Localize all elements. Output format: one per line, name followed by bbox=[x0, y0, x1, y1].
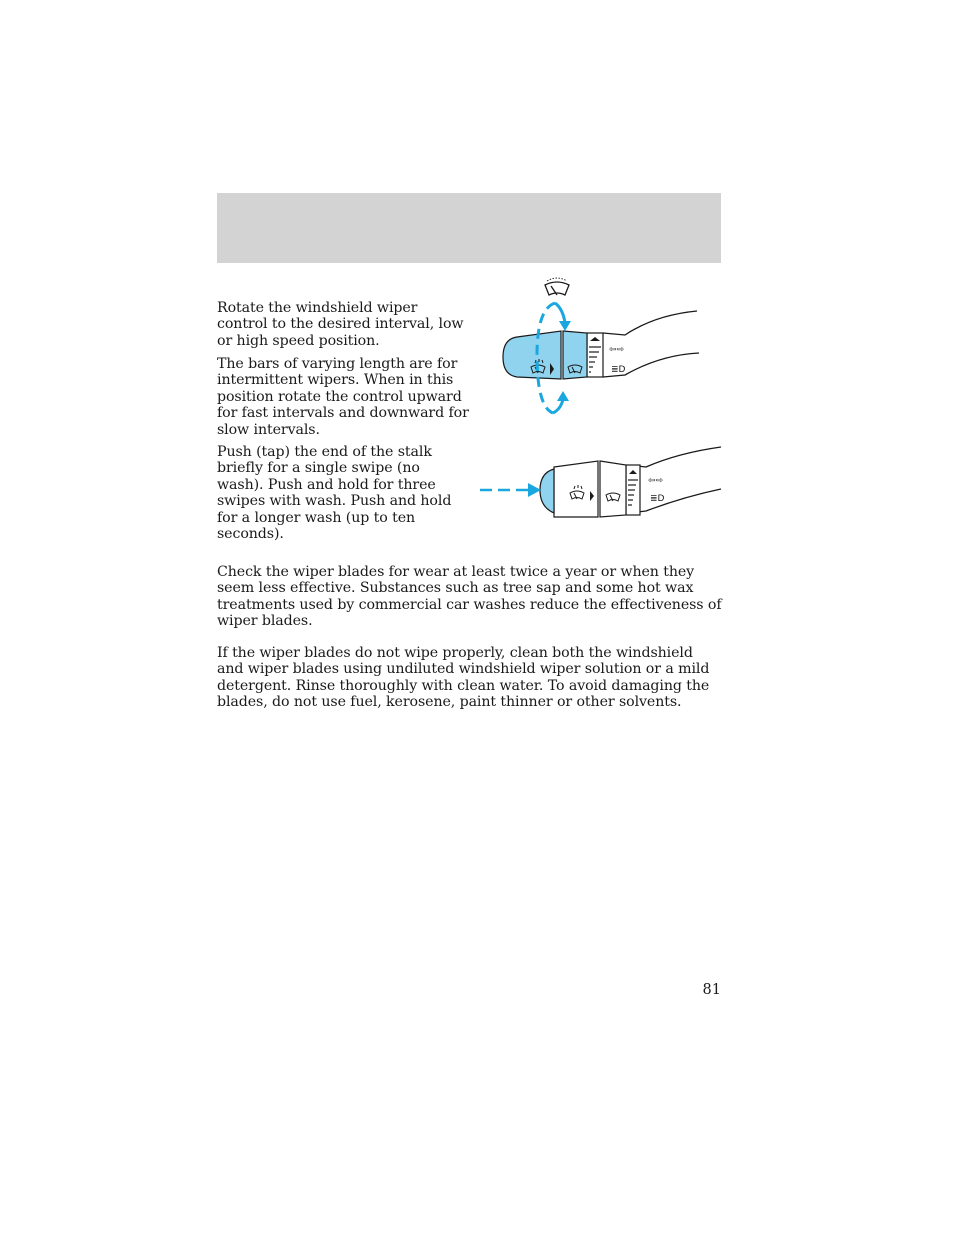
paragraph-intermittent-bars: The bars of varying length are for intermittent wipers. When in this position rotate the control upward for fast intervals and downward for slow intervals. bbox=[217, 356, 469, 438]
svg-text:⇦⇨: ⇦⇨ bbox=[609, 345, 625, 355]
paragraph-clean-blades: If the wiper blades do not wipe properly, clean both the windshield and wiper blades using undiluted windshield wiper solution or a mild detergent. Rinse thoroughly with clean water. To avoid damaging the blades, do not use fuel, kerosene, paint thinner or other solvents. bbox=[217, 645, 710, 711]
paragraph-rotate-control: Rotate the windshield wiper control to the desired interval, low or high speed position. bbox=[217, 300, 464, 349]
windshield-wiper-icon bbox=[545, 278, 569, 295]
page-number: 81 bbox=[702, 982, 721, 998]
svg-text:⇦⇨: ⇦⇨ bbox=[648, 476, 664, 486]
svg-text:≣D: ≣D bbox=[611, 365, 626, 375]
wiper-rotate-illustration bbox=[495, 275, 715, 425]
paragraph-push-tap: Push (tap) the end of the stalk briefly for a single swipe (no wash). Push and hold for three swipes with wash. Push and hold for a longer wash (up to ten seconds). bbox=[217, 444, 452, 543]
svg-text:≣D: ≣D bbox=[650, 494, 665, 504]
wiper-push-illustration bbox=[478, 445, 723, 525]
section-header-band bbox=[217, 193, 721, 263]
paragraph-check-blades: Check the wiper blades for wear at least twice a year or when they seem less effective. Substances such as tree sap and some hot wax treatments used by commercial car washes reduce the effectiveness of wiper blades. bbox=[217, 564, 722, 630]
dashed-push-arrow bbox=[480, 483, 541, 497]
